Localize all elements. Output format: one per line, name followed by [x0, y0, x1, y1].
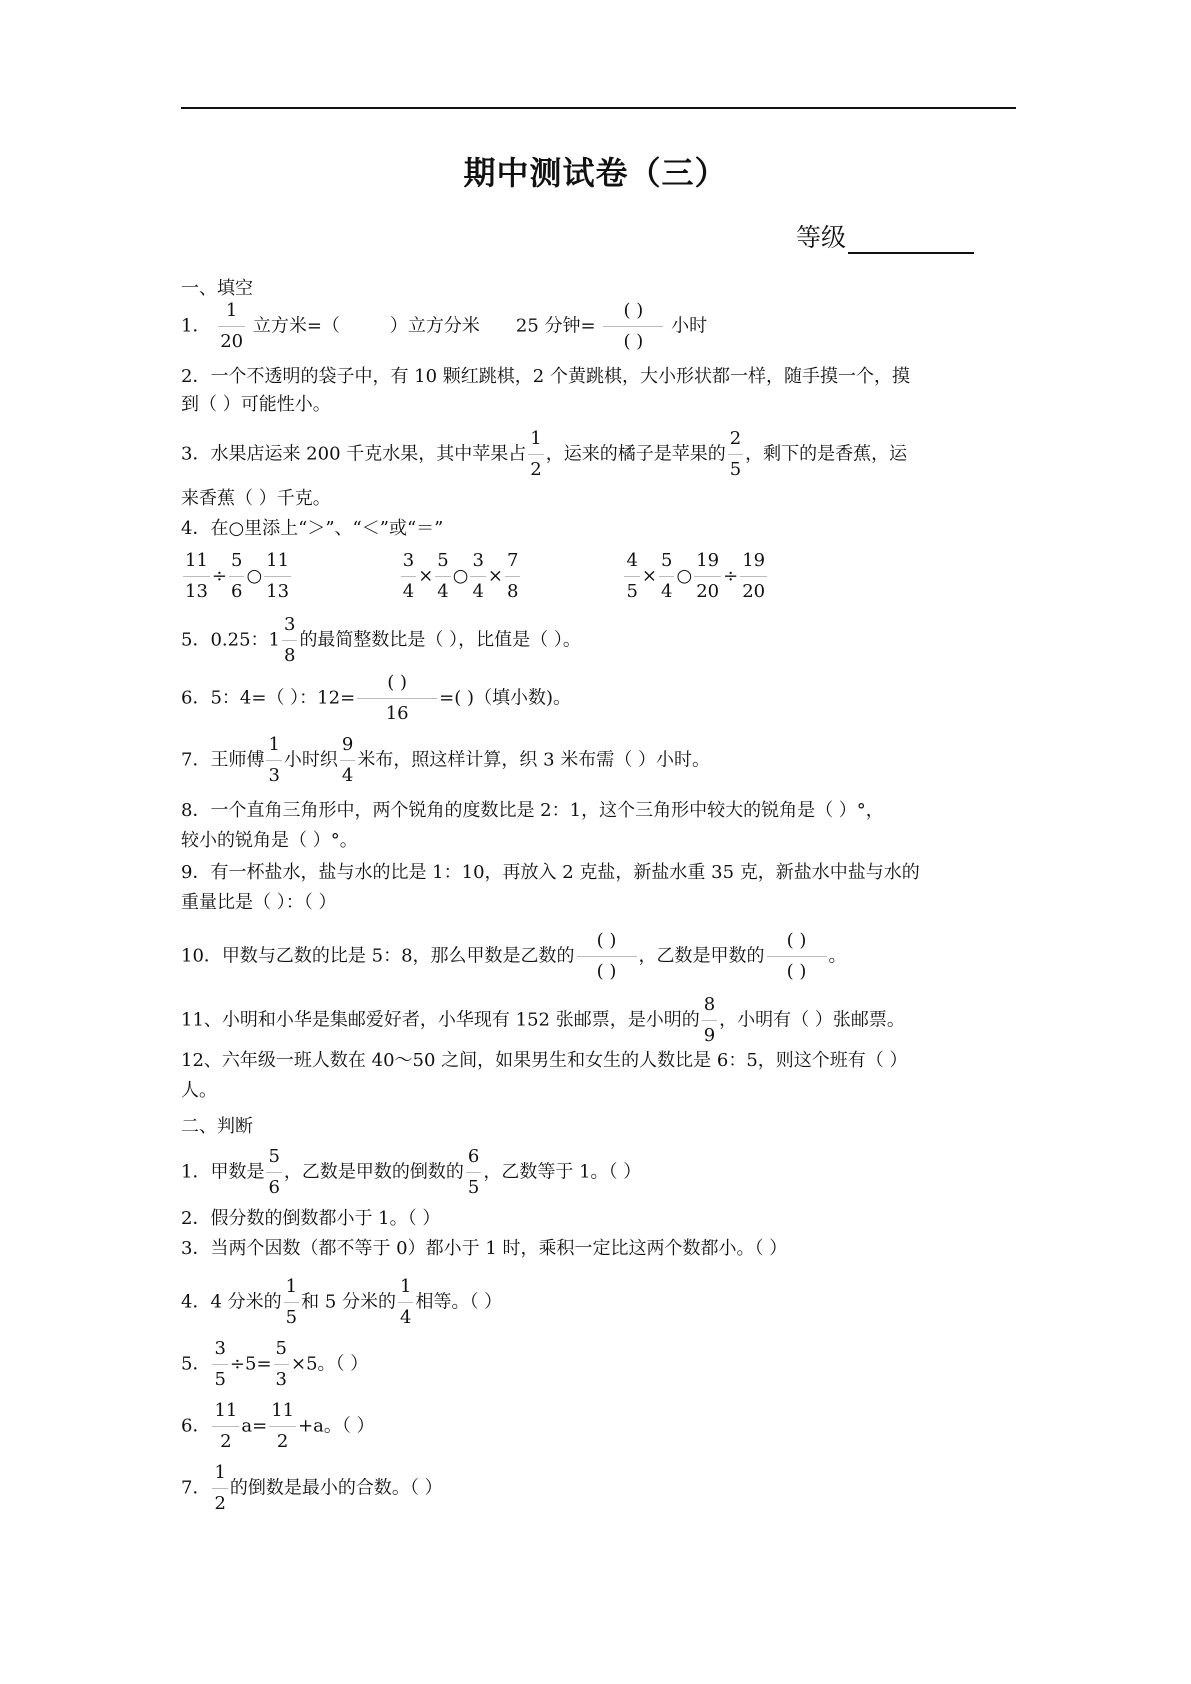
section-heading-fill: 一、填空: [181, 278, 253, 299]
question-2-7: 7． $\frac{1}{2}$ 的倒数是最小的合数。（ ）: [181, 1462, 443, 1514]
compare-expr-3: $\frac{4}{5}$ × $\frac{5}{4}$ ○ $\frac{19}{20}$ ÷ $\frac{19}{20}$: [626, 550, 766, 602]
question-2-1: 1．甲数是 $\frac{5}{6}$ ，乙数是甲数的倒数的 $\frac{6}{5}$ ，乙数等于 1。（ ）: [181, 1146, 642, 1198]
compare-circle[interactable]: ○: [452, 565, 469, 587]
question-2-2: 2．假分数的倒数都小于 1。（ ）: [181, 1208, 441, 1229]
question-1-1: 1． $\frac{1}{20}$ 立方米=（ ）立方分米 25 分钟= $\frac{( )}{( )}$ 小时: [181, 300, 708, 352]
compare-expr-2: $\frac{3}{4}$ × $\frac{5}{4}$ ○ $\frac{3}{4}$ × $\frac{7}{8}$: [402, 550, 519, 602]
grade-field: [796, 218, 974, 254]
question-1-11: 11、小明和小华是集邮爱好者，小华现有 152 张邮票，是小明的 $\frac{8}{9}$ ，小明有（ ）张邮票。: [181, 994, 905, 1046]
compare-expr-1: $\frac{11}{13}$ ÷ $\frac{5}{6}$ ○ $\frac{11}{13}$: [185, 550, 290, 602]
question-1-2-line2: 到（ ）可能性小。: [181, 394, 331, 415]
question-1-5: 5．0.25：1 $\frac{3}{8}$ 的最简整数比是（ ），比值是（ ）。: [181, 614, 581, 666]
question-1-3-line2: 来香蕉（ ）千克。: [181, 488, 331, 509]
question-1-7: 7．王师傅 $\frac{1}{3}$ 小时织 $\frac{9}{4}$ 米布，照这样计算，织 3 米布需（ ）小时。: [181, 734, 710, 786]
question-1-8-line1: 8．一个直角三角形中，两个锐角的度数比是 2：1，这个三角形中较大的锐角是（ ）°，: [181, 800, 884, 821]
compare-circle[interactable]: ○: [676, 565, 693, 587]
compare-circle[interactable]: ○: [246, 565, 263, 587]
section-heading-judge: 二、判断: [181, 1116, 253, 1137]
header-rule: [181, 107, 1016, 109]
question-2-5: 5． $\frac{3}{5}$ ÷5= $\frac{5}{3}$ ×5。（ ）: [181, 1338, 369, 1390]
fraction: $\frac{1}{20}$: [220, 300, 244, 352]
question-1-3: 3．水果店运来 200 千克水果，其中苹果占 $\frac{1}{2}$ ，运来的橘子是苹果的 $\frac{2}{5}$ ，剩下的是香蕉，运: [181, 428, 908, 480]
grade-blank[interactable]: [848, 226, 974, 254]
page-title: 期中测试卷（三）: [463, 154, 728, 192]
question-1-9-line2: 重量比是（ ）：（ ）: [181, 892, 337, 913]
question-1-4: 4．在○里添上“＞”、“＜”或“＝”: [181, 518, 444, 539]
answer-fraction[interactable]: $\frac{( )}{( )}$: [603, 300, 663, 353]
question-1-8-line2: 较小的锐角是（ ）°。: [181, 830, 358, 851]
question-2-6: 6． $\frac{11}{2}$ a= $\frac{11}{2}$ +a。（ ）: [181, 1400, 375, 1452]
question-1-4-exprs: [181, 550, 769, 603]
question-1-12-line1: 12、六年级一班人数在 40～50 之间，如果男生和女生的人数比是 6：5，则这个班有（ ）: [181, 1050, 908, 1071]
question-1-2-line1: 2．一个不透明的袋子中，有 10 颗红跳棋，2 个黄跳棋，大小形状都一样，随手摸一个，摸: [181, 366, 910, 387]
question-1-10: 10．甲数与乙数的比是 5：8，那么甲数是乙数的 $\frac{( )}{( )}$ ，乙数是甲数的 $\frac{( )}{( )}$ 。: [181, 930, 847, 982]
question-2-4: 4．4 分米的 $\frac{1}{5}$ 和 5 分米的 $\frac{1}{4}$ 相等。（ ）: [181, 1276, 503, 1328]
question-1-12-line2: 人。: [181, 1080, 217, 1101]
grade-label: 等级: [796, 223, 847, 252]
question-1-6: 6．5：4=（ ）：12= $\frac{( )}{16}$ =( )（填小数)。: [181, 672, 572, 724]
question-2-3: 3．当两个因数（都不等于 0）都小于 1 时，乘积一定比这两个数都小。（ ）: [181, 1238, 788, 1259]
question-1-9-line1: 9．有一杯盐水，盐与水的比是 1：10，再放入 2 克盐，新盐水重 35 克，新盐水中盐与水的: [181, 862, 920, 883]
